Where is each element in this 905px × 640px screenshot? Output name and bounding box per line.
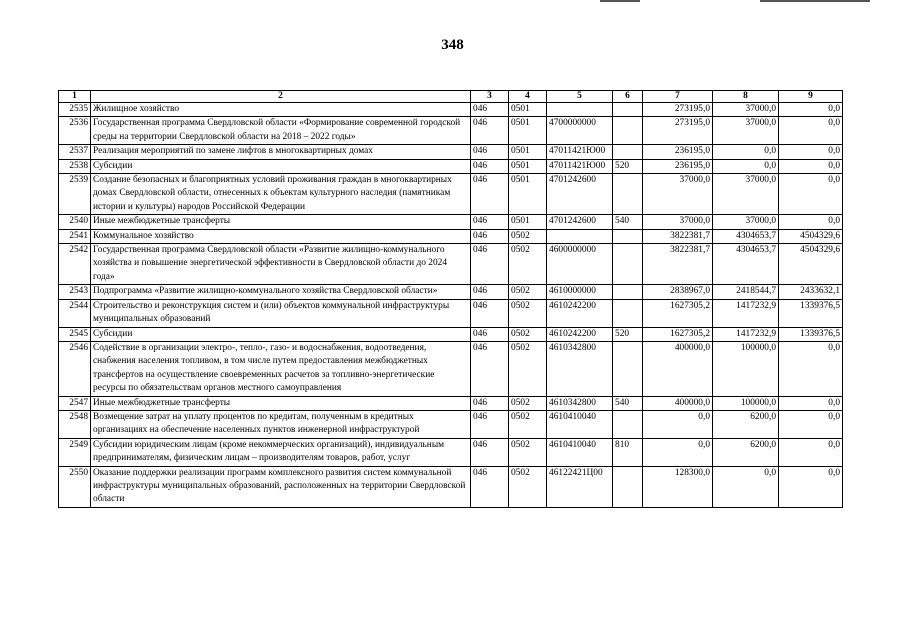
cell-target-code: 4701242600 [547, 174, 613, 215]
column-header: 2 [91, 91, 471, 103]
cell-expense-type [613, 285, 643, 299]
row-number: 2539 [59, 174, 91, 215]
cell-amount-col9: 2433632,1 [779, 285, 843, 299]
cell-amount-col9: 0,0 [779, 466, 843, 507]
cell-section-code: 0501 [509, 215, 547, 229]
cell-code-3: 046 [471, 410, 509, 438]
row-name: Коммунальное хозяйство [91, 229, 471, 243]
cell-section-code: 0501 [509, 103, 547, 117]
cell-amount-col9: 0,0 [779, 215, 843, 229]
cell-section-code: 0501 [509, 159, 547, 173]
cell-expense-type: 540 [613, 396, 643, 410]
row-number: 2550 [59, 466, 91, 507]
cell-amount-col9: 0,0 [779, 438, 843, 466]
cell-section-code: 0502 [509, 396, 547, 410]
cell-amount-col7: 37000,0 [643, 215, 713, 229]
cell-amount-col9: 0,0 [779, 396, 843, 410]
cell-amount-col8: 0,0 [713, 159, 779, 173]
cell-amount-col8: 2418544,7 [713, 285, 779, 299]
cell-amount-col8: 0,0 [713, 466, 779, 507]
row-name: Субсидии [91, 159, 471, 173]
row-name: Иные межбюджетные трансферты [91, 215, 471, 229]
table-body [59, 103, 843, 508]
row-name: Строительство и реконструкция систем и (или) объектов коммунальной инфраструктуры муниципальных образований [91, 299, 471, 327]
row-number: 2536 [59, 117, 91, 145]
cell-section-code: 0502 [509, 410, 547, 438]
cell-target-code: 4610410040 [547, 410, 613, 438]
cell-expense-type [613, 145, 643, 159]
cell-target-code: 4610242200 [547, 299, 613, 327]
table-row [59, 215, 843, 229]
cell-expense-type: 520 [613, 327, 643, 341]
table-row [59, 145, 843, 159]
cell-amount-col7: 0,0 [643, 438, 713, 466]
cell-section-code: 0502 [509, 244, 547, 285]
table-row [59, 396, 843, 410]
cell-amount-col8: 37000,0 [713, 103, 779, 117]
cell-expense-type [613, 341, 643, 396]
cell-code-3: 046 [471, 145, 509, 159]
table-row [59, 117, 843, 145]
cell-section-code: 0502 [509, 438, 547, 466]
cell-section-code: 0502 [509, 285, 547, 299]
cell-target-code: 47011421Ю00 [547, 159, 613, 173]
cell-code-3: 046 [471, 438, 509, 466]
cell-amount-col7: 273195,0 [643, 117, 713, 145]
cell-section-code: 0501 [509, 174, 547, 215]
cell-amount-col9: 0,0 [779, 341, 843, 396]
cell-amount-col8: 1417232,9 [713, 327, 779, 341]
cell-amount-col9: 0,0 [779, 103, 843, 117]
row-name: Жилищное хозяйство [91, 103, 471, 117]
row-number: 2542 [59, 244, 91, 285]
table-row [59, 229, 843, 243]
page-number: 348 [441, 37, 464, 53]
cell-amount-col8: 0,0 [713, 145, 779, 159]
cell-target-code: 4700000000 [547, 117, 613, 145]
table-row [59, 285, 843, 299]
cell-expense-type [613, 244, 643, 285]
cell-target-code: 47011421Ю00 [547, 145, 613, 159]
row-number: 2546 [59, 341, 91, 396]
table-header-row [59, 91, 843, 103]
cell-code-3: 046 [471, 327, 509, 341]
table-row [59, 299, 843, 327]
row-name: Содействие в организации электро-, тепло-, газо- и водоснабжения, водоотведения, снабжения населения топливом, в том числе путем предоставления межбюджетных трансфертов на осуществление своевременных расчетов за топливно-энергетические ресурсы по обязательствам органов местного самоуправления [91, 341, 471, 396]
row-number: 2547 [59, 396, 91, 410]
cell-amount-col7: 1627305,2 [643, 299, 713, 327]
cell-amount-col7: 3822381,7 [643, 244, 713, 285]
cell-target-code [547, 229, 613, 243]
cell-code-3: 046 [471, 117, 509, 145]
row-name: Субсидии [91, 327, 471, 341]
cell-code-3: 046 [471, 244, 509, 285]
cell-code-3: 046 [471, 229, 509, 243]
table-row [59, 103, 843, 117]
column-header: 9 [779, 91, 843, 103]
cell-section-code: 0502 [509, 466, 547, 507]
cell-code-3: 046 [471, 285, 509, 299]
table-row [59, 159, 843, 173]
cell-expense-type [613, 299, 643, 327]
row-name: Подпрограмма «Развитие жилищно-коммунального хозяйства Свердловской области» [91, 285, 471, 299]
cell-code-3: 046 [471, 215, 509, 229]
cell-expense-type [613, 117, 643, 145]
cell-section-code: 0502 [509, 229, 547, 243]
cell-amount-col9: 4504329,6 [779, 229, 843, 243]
cell-amount-col8: 37000,0 [713, 174, 779, 215]
cell-amount-col7: 37000,0 [643, 174, 713, 215]
column-header: 8 [713, 91, 779, 103]
scan-edge-mark [600, 0, 640, 2]
row-number: 2535 [59, 103, 91, 117]
cell-target-code: 4610410040 [547, 438, 613, 466]
cell-amount-col8: 100000,0 [713, 341, 779, 396]
cell-target-code: 4610242200 [547, 327, 613, 341]
cell-amount-col9: 1339376,5 [779, 327, 843, 341]
column-header: 4 [509, 91, 547, 103]
row-name: Оказание поддержки реализации программ комплексного развития систем коммунальной инфраструктуры муниципальных образований, расположенных на территории Свердловской области [91, 466, 471, 507]
column-header: 1 [59, 91, 91, 103]
row-number: 2541 [59, 229, 91, 243]
cell-amount-col9: 0,0 [779, 159, 843, 173]
cell-target-code: 4610342800 [547, 396, 613, 410]
row-name: Субсидии юридическим лицам (кроме некоммерческих организаций), индивидуальным предпринимателям, физическим лицам – производителям товаров, работ, услуг [91, 438, 471, 466]
row-number: 2544 [59, 299, 91, 327]
cell-section-code: 0502 [509, 299, 547, 327]
cell-section-code: 0502 [509, 341, 547, 396]
scan-edge-mark [760, 0, 870, 2]
cell-amount-col8: 6200,0 [713, 410, 779, 438]
table-row [59, 341, 843, 396]
cell-amount-col9: 4504329,6 [779, 244, 843, 285]
column-header: 6 [613, 91, 643, 103]
cell-section-code: 0501 [509, 145, 547, 159]
column-header: 7 [643, 91, 713, 103]
row-name: Иные межбюджетные трансферты [91, 396, 471, 410]
cell-expense-type [613, 466, 643, 507]
cell-amount-col8: 4304653,7 [713, 244, 779, 285]
cell-expense-type [613, 103, 643, 117]
row-number: 2548 [59, 410, 91, 438]
cell-amount-col8: 4304653,7 [713, 229, 779, 243]
cell-amount-col9: 0,0 [779, 117, 843, 145]
row-name: Реализация мероприятий по замене лифтов в многоквартирных домах [91, 145, 471, 159]
row-number: 2537 [59, 145, 91, 159]
table-row [59, 244, 843, 285]
row-name: Государственная программа Свердловской области «Развитие жилищно-коммунального хозяйства и повышение энергетической эффективности в Свердловской области до 2024 года» [91, 244, 471, 285]
cell-code-3: 046 [471, 159, 509, 173]
cell-amount-col7: 128300,0 [643, 466, 713, 507]
cell-target-code: 4610000000 [547, 285, 613, 299]
row-name: Государственная программа Свердловской области «Формирование современной городской среды на территории Свердловской области на 2018 – 2022 годы» [91, 117, 471, 145]
cell-section-code: 0502 [509, 327, 547, 341]
cell-amount-col7: 236195,0 [643, 159, 713, 173]
cell-amount-col7: 2838967,0 [643, 285, 713, 299]
row-number: 2549 [59, 438, 91, 466]
column-header: 5 [547, 91, 613, 103]
row-number: 2545 [59, 327, 91, 341]
table-row [59, 174, 843, 215]
cell-amount-col9: 0,0 [779, 145, 843, 159]
cell-amount-col7: 400000,0 [643, 396, 713, 410]
cell-amount-col7: 0,0 [643, 410, 713, 438]
row-name: Возмещение затрат на уплату процентов по кредитам, полученным в кредитных организациях на обеспечение населенных пунктов инженерной инфраструктурой [91, 410, 471, 438]
cell-target-code: 4701242600 [547, 215, 613, 229]
budget-table [58, 90, 843, 508]
cell-code-3: 046 [471, 174, 509, 215]
row-number: 2543 [59, 285, 91, 299]
row-number: 2540 [59, 215, 91, 229]
table-row [59, 327, 843, 341]
cell-expense-type: 540 [613, 215, 643, 229]
cell-target-code: 4600000000 [547, 244, 613, 285]
cell-expense-type: 520 [613, 159, 643, 173]
cell-amount-col7: 1627305,2 [643, 327, 713, 341]
cell-amount-col8: 100000,0 [713, 396, 779, 410]
cell-amount-col8: 6200,0 [713, 438, 779, 466]
cell-expense-type [613, 174, 643, 215]
cell-amount-col9: 0,0 [779, 174, 843, 215]
cell-code-3: 046 [471, 103, 509, 117]
cell-code-3: 046 [471, 466, 509, 507]
cell-section-code: 0501 [509, 117, 547, 145]
cell-amount-col8: 37000,0 [713, 215, 779, 229]
cell-target-code: 46122421Ц00 [547, 466, 613, 507]
cell-amount-col7: 3822381,7 [643, 229, 713, 243]
column-header: 3 [471, 91, 509, 103]
cell-code-3: 046 [471, 396, 509, 410]
cell-expense-type [613, 229, 643, 243]
cell-expense-type: 810 [613, 438, 643, 466]
row-number: 2538 [59, 159, 91, 173]
cell-amount-col7: 236195,0 [643, 145, 713, 159]
cell-amount-col7: 273195,0 [643, 103, 713, 117]
cell-amount-col9: 0,0 [779, 410, 843, 438]
cell-target-code: 4610342800 [547, 341, 613, 396]
table-row [59, 438, 843, 466]
table-row [59, 410, 843, 438]
cell-amount-col7: 400000,0 [643, 341, 713, 396]
cell-code-3: 046 [471, 299, 509, 327]
cell-amount-col8: 1417232,9 [713, 299, 779, 327]
row-name: Создание безопасных и благоприятных условий проживания граждан в многоквартирных домах Свердловской области, отнесенных к объектам культурного наследия (памятникам истории и культуры) народов Российской Федерации [91, 174, 471, 215]
cell-code-3: 046 [471, 341, 509, 396]
cell-target-code [547, 103, 613, 117]
cell-expense-type [613, 410, 643, 438]
cell-amount-col8: 37000,0 [713, 117, 779, 145]
table-row [59, 466, 843, 507]
cell-amount-col9: 1339376,5 [779, 299, 843, 327]
